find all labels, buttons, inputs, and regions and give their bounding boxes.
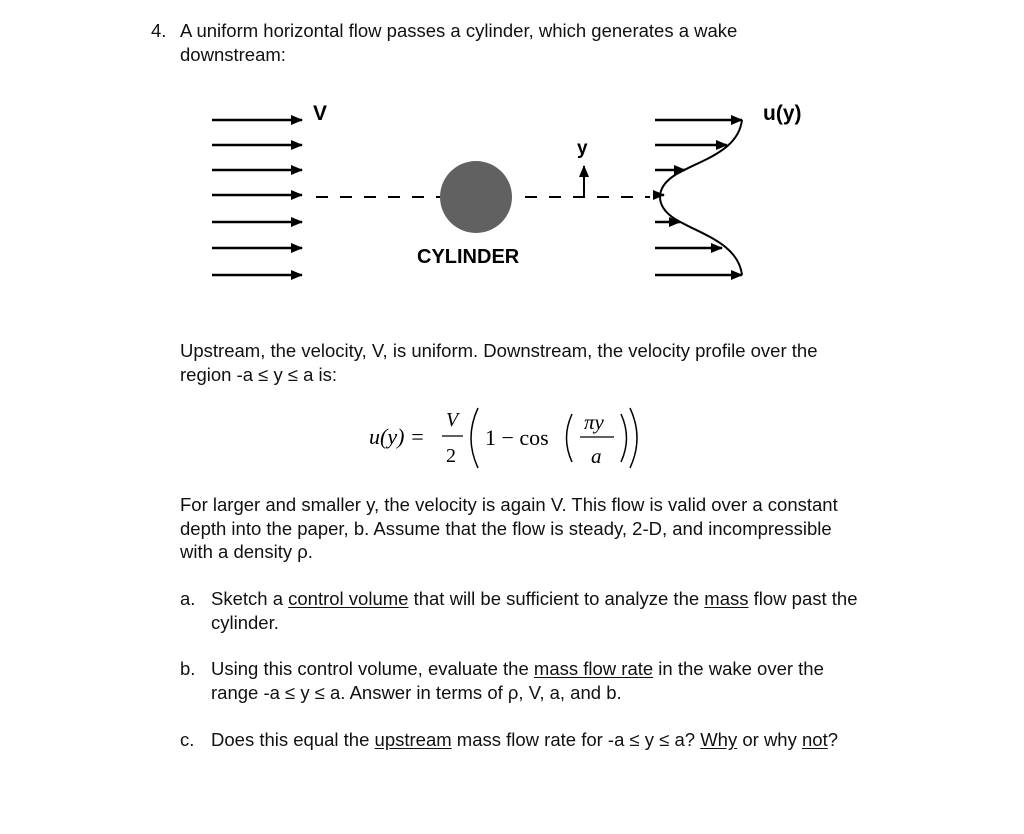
- flow-diagram: [200, 92, 840, 292]
- part-b-label: b.: [180, 658, 196, 679]
- paren-left-inner: [567, 414, 573, 462]
- part-a-label: a.: [180, 588, 196, 609]
- part-c-label: c.: [180, 729, 195, 750]
- part-a-text: Sketch a control volume that will be sufficient to analyze the mass flow past the cylinder.: [211, 588, 858, 633]
- paragraph-conditions: For larger and smaller y, the velocity is again V. This flow is valid over a constant depth into the paper, b. Assume that the flow is steady, 2-D, and incompressible with a density ρ.: [180, 494, 838, 562]
- part-b: [180, 657, 870, 705]
- paren-right-inner: [621, 414, 627, 462]
- equation-coef-num: V: [446, 409, 459, 431]
- label-y: y: [577, 138, 588, 159]
- part-c: [180, 728, 870, 776]
- part-a: [180, 587, 870, 635]
- paragraph-upstream: Upstream, the velocity, V, is uniform. Downstream, the velocity profile over the region -a ≤ y ≤ a is:: [180, 340, 818, 385]
- equation-coef-den: 2: [446, 445, 456, 467]
- label-cylinder: CYLINDER: [417, 246, 520, 268]
- paren-right-outer: [630, 408, 637, 468]
- paren-left-outer: [471, 408, 478, 468]
- wake-arrows: [655, 120, 742, 275]
- label-uy: u(y): [763, 102, 802, 125]
- equation-one-minus-cos: 1 − cos: [485, 425, 549, 450]
- equation-frac-num: πy: [584, 410, 604, 434]
- part-c-text: Does this equal the upstream mass flow rate for -a ≤ y ≤ a? Why or why not?: [211, 729, 839, 750]
- velocity-equation: [365, 402, 665, 472]
- cylinder-shape: [440, 161, 512, 233]
- question-text: A uniform horizontal flow passes a cylinder, which generates a wake downstream:: [180, 20, 738, 65]
- upstream-arrows: [212, 120, 302, 275]
- label-v: V: [313, 102, 328, 125]
- velocity-profile-curve: [660, 120, 742, 275]
- question-number: 4.: [151, 20, 167, 41]
- part-b-text: Using this control volume, evaluate the mass flow rate in the wake over the range -a ≤ y ≤ a. Answer in terms of ρ, V, a, and b.: [211, 658, 824, 703]
- equation-lhs: u(y) =: [369, 424, 425, 449]
- equation-frac-den: a: [591, 444, 602, 468]
